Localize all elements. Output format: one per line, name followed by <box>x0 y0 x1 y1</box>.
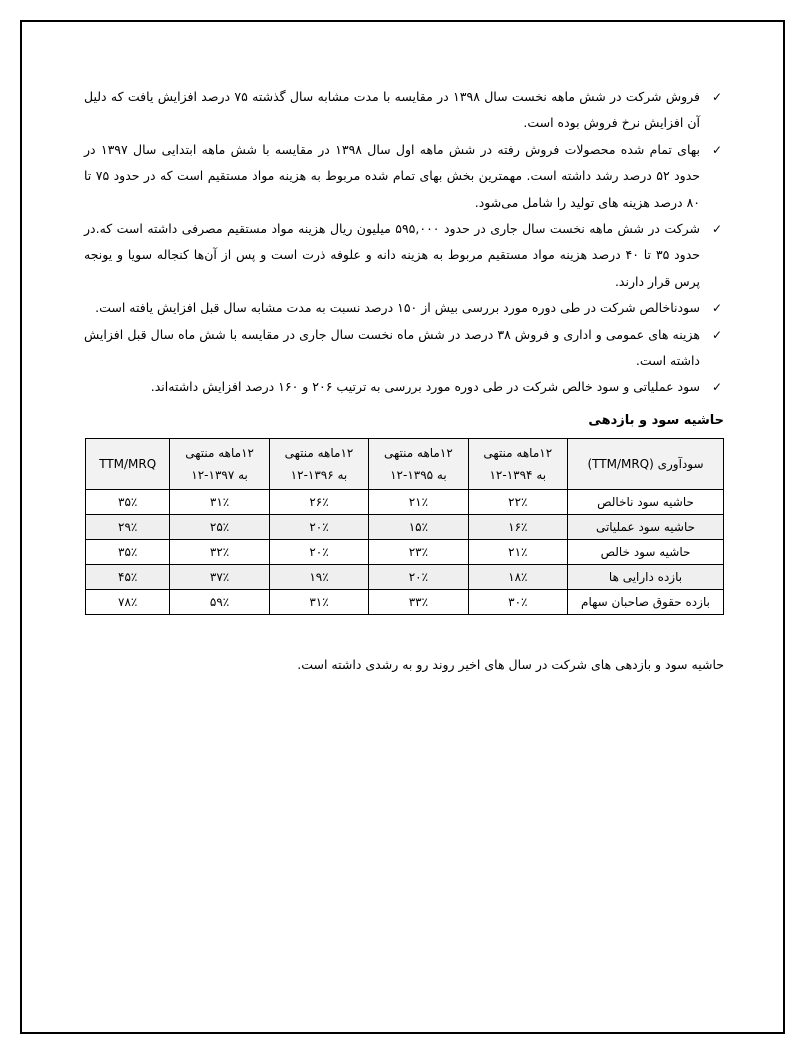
row-header-cell: سودآوری (TTM/MRQ) <box>568 438 724 489</box>
row-label: حاشیه سود ناخالص <box>568 489 724 514</box>
table-cell: ۴۵٪ <box>86 564 170 589</box>
profitability-table <box>85 438 724 615</box>
table-cell: ۱۵٪ <box>369 514 468 539</box>
table-cell: ۲۱٪ <box>468 539 567 564</box>
table-cell: ۳۳٪ <box>369 589 468 614</box>
table-row <box>86 564 724 589</box>
column-header: ۱۲ماهه منتهی به ۱۳۹۵-۱۲ <box>369 438 468 489</box>
table-cell: ۳۰٪ <box>468 589 567 614</box>
bullet-text: سود عملیاتی و سود خالص شرکت در طی دوره مورد بررسی به ترتیب ۲۰۶ و ۱۶۰ درصد افزایش داشته‌اند. <box>150 379 700 395</box>
table-cell: ۲۲٪ <box>468 489 567 514</box>
row-label: حاشیه سود عملیاتی <box>568 514 724 539</box>
bullet-list <box>84 84 724 401</box>
section-title: حاشیه سود و بازدهی <box>588 412 724 428</box>
table-cell: ۲۰٪ <box>269 539 368 564</box>
table-header-row <box>86 438 724 489</box>
table-row <box>86 489 724 514</box>
table-cell: ۲۱٪ <box>369 489 468 514</box>
table-cell: ۲۳٪ <box>369 539 468 564</box>
summary-paragraph: حاشیه سود و بازدهی های شرکت در سال های اخیر روند رو به رشدی داشته است. <box>297 656 724 672</box>
bullet-item <box>84 84 724 137</box>
table-cell: ۲۰٪ <box>369 564 468 589</box>
table-row <box>86 589 724 614</box>
check-icon: ✓ <box>711 90 722 104</box>
check-icon: ✓ <box>711 142 722 157</box>
table-cell: ۳۵٪ <box>86 489 170 514</box>
table-cell: ۲۰٪ <box>269 514 368 539</box>
column-header: ۱۲ماهه منتهی به ۱۳۹۴-۱۲ <box>468 438 567 489</box>
check-icon: ✓ <box>711 222 722 237</box>
table-cell: ۱۸٪ <box>468 564 567 589</box>
table-cell: ۲۹٪ <box>86 514 170 539</box>
bullet-item <box>84 295 724 321</box>
bullet-text: بهای تمام شده محصولات فروش رفته در شش ماهه اول سال ۱۳۹۸ در مقایسه با شش ماهه ابتدایی سال ۱۳۹۷ در حدود ۵۲ درصد رشد داشته است. مهمترین بخش بهای تمام شده مربوط به هزینه مواد مستقیم است که در حدود ۷۵ تا ۸۰ درصد هزینه های تولید را شامل می‌شود. <box>84 141 700 210</box>
bullet-text: شرکت در شش ماهه نخست سال جاری در حدود ۵۹۵,۰۰۰ میلیون ریال هزینه مواد مستقیم مصرفی داشته است که.در حدود ۳۵ تا ۴۰ درصد هزینه مواد مستقیم مربوط به هزینه دانه و علوفه ذرت است و پس از آن‌ها کنجاله سویا و یونجه پرس قرار دارند. <box>84 221 700 289</box>
check-icon: ✓ <box>711 327 722 342</box>
bullet-text: سودناخالص شرکت در طی دوره مورد بررسی بیش از ۱۵۰ درصد نسبت به مدت مشابه سال قبل افزایش یافته است. <box>95 300 700 316</box>
bullet-text: هزینه های عمومی و اداری و فروش ۳۸ درصد در شش ماه نخست سال جاری در مقایسه با شش ماه سال قبل افزایش داشته است. <box>84 326 700 369</box>
bullet-item <box>84 216 724 295</box>
bullet-item <box>84 137 724 216</box>
table-cell: ۱۶٪ <box>468 514 567 539</box>
table-cell: ۳۱٪ <box>269 589 368 614</box>
table-cell: ۵۹٪ <box>170 589 269 614</box>
table-cell: ۳۲٪ <box>170 539 269 564</box>
row-label: حاشیه سود خالص <box>568 539 724 564</box>
check-icon: ✓ <box>711 380 722 395</box>
bullet-item <box>84 374 724 400</box>
column-header: TTM/MRQ <box>86 438 170 489</box>
bullet-item <box>84 322 724 375</box>
table-row <box>86 514 724 539</box>
column-header: ۱۲ماهه منتهی به ۱۳۹۶-۱۲ <box>269 438 368 489</box>
table-row <box>86 539 724 564</box>
table-cell: ۲۶٪ <box>269 489 368 514</box>
table-cell: ۳۷٪ <box>170 564 269 589</box>
check-icon: ✓ <box>711 301 722 316</box>
column-header: ۱۲ماهه منتهی به ۱۳۹۷-۱۲ <box>170 438 269 489</box>
bullet-text: فروش شرکت در شش ماهه نخست سال ۱۳۹۸ در مقایسه با مدت مشابه سال گذشته ۷۵ درصد افزایش یافت که دلیل آن افزایش نرخ فروش بوده است. <box>84 89 700 131</box>
table-cell: ۳۱٪ <box>170 489 269 514</box>
table-cell: ۳۵٪ <box>86 539 170 564</box>
table-cell: ۱۹٪ <box>269 564 368 589</box>
table-cell: ۷۸٪ <box>86 589 170 614</box>
row-label: بازده حقوق صاحبان سهام <box>568 589 724 614</box>
table-cell: ۲۵٪ <box>170 514 269 539</box>
row-label: بازده دارایی ها <box>568 564 724 589</box>
document-body <box>84 84 724 677</box>
